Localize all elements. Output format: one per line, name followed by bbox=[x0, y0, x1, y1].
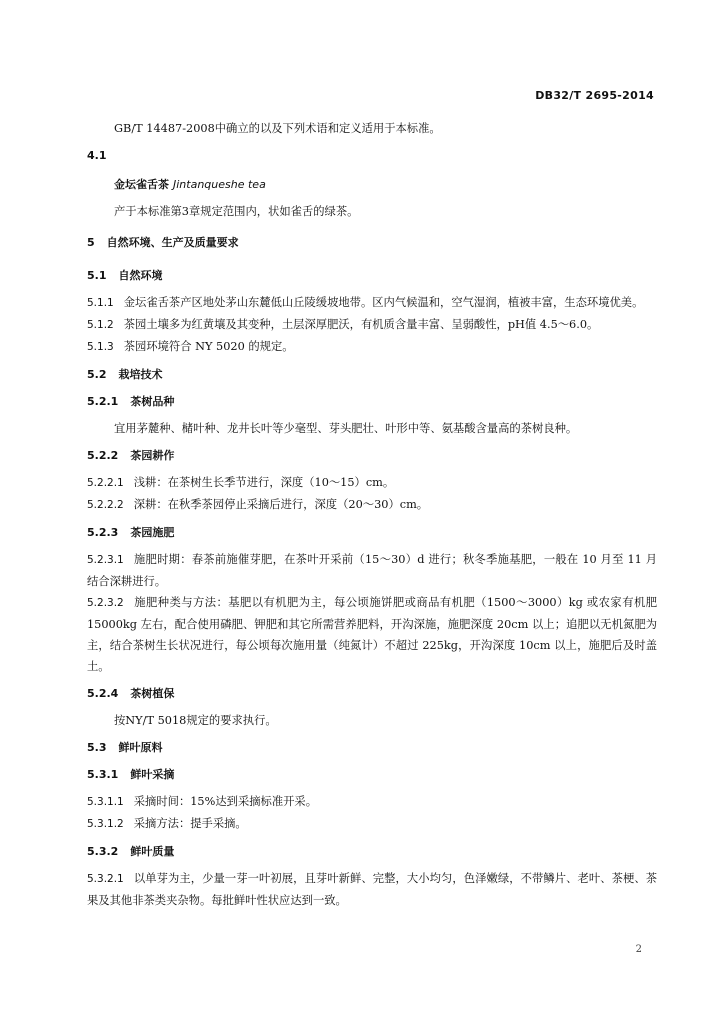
section-number: 5.2.1 bbox=[87, 395, 119, 408]
section-title: 茶树品种 bbox=[130, 395, 175, 408]
section-title: 鲜叶质量 bbox=[130, 845, 175, 858]
term-name-zh: 金坛雀舌茶 bbox=[114, 178, 169, 191]
clause-number: 5.1.3 bbox=[87, 341, 114, 353]
section-5-heading bbox=[87, 232, 657, 253]
clause-5-2-1-text: 宜用茅麓种、槠叶种、龙井长叶等少毫型、芽头肥壮、叶形中等、氨基酸含量高的茶树良种。 bbox=[114, 422, 578, 435]
section-5-2-heading bbox=[87, 364, 657, 385]
section-title: 茶园施肥 bbox=[130, 526, 175, 539]
section-number: 5.2.4 bbox=[87, 687, 119, 700]
section-5-3-heading bbox=[87, 737, 657, 758]
clause-text: 茶园土壤多为红黄壤及其变种，土层深厚肥沃，有机质含量丰富、呈弱酸性，pH值 4.5～6.0。 bbox=[123, 318, 599, 331]
section-title: 鲜叶采摘 bbox=[130, 768, 175, 781]
clause-5-2-2-1 bbox=[87, 472, 657, 494]
section-number: 5.1 bbox=[87, 269, 107, 282]
clause-5-3-1-2 bbox=[87, 813, 657, 835]
section-number: 5.3.1 bbox=[87, 768, 119, 781]
clause-number: 5.1.2 bbox=[87, 319, 114, 331]
clause-number: 5.1.1 bbox=[87, 297, 114, 309]
clause-5-3-2-1 bbox=[87, 868, 657, 911]
section-5-2-3-heading bbox=[87, 522, 657, 543]
clause-number: 5.2.2.1 bbox=[87, 477, 124, 489]
section-number: 5.2 bbox=[87, 368, 107, 381]
clause-text: 施肥种类与方法：基肥以有机肥为主，每公顷施饼肥或商品有机肥（1500～3000）kg 或农家有机肥 15000kg 左右，配合使用磷肥、钾肥和其它所需营养肥料，开沟深施，施肥深度 20cm 以上；追肥以无机氮肥为主，结合茶树生长状况进行，每公顷每次施用量（纯氮计）不超过 225kg，开沟深度 10cm 以上，施肥后及时盖土。 bbox=[87, 596, 657, 673]
section-5-2-2-heading bbox=[87, 445, 657, 466]
term-definition: 产于本标准第3章规定范围内，状如雀舌的绿茶。 bbox=[114, 205, 359, 218]
section-number: 5.3.2 bbox=[87, 845, 119, 858]
section-number: 5.2.2 bbox=[87, 449, 119, 462]
clause-5-2-3-2 bbox=[87, 592, 657, 677]
clause-text: 采摘时间：15%达到采摘标准开采。 bbox=[133, 795, 318, 808]
section-number: 5 bbox=[87, 236, 95, 249]
section-title: 自然环境 bbox=[118, 269, 163, 282]
section-title: 茶园耕作 bbox=[130, 449, 175, 462]
section-5-1-heading bbox=[87, 265, 657, 286]
clause-text: 浅耕：在茶树生长季节进行，深度（10～15）cm。 bbox=[133, 476, 395, 489]
clause-number: 5.3.1.2 bbox=[87, 818, 124, 830]
document-code: DB32/T 2695-2014 bbox=[535, 89, 654, 102]
clause-5-2-4-text: 按NY/T 5018规定的要求执行。 bbox=[114, 714, 277, 727]
section-number: 5.2.3 bbox=[87, 526, 119, 539]
clause-text: 深耕：在秋季茶园停止采摘后进行，深度（20～30）cm。 bbox=[133, 498, 429, 511]
clause-5-1-1 bbox=[87, 292, 657, 314]
clause-text: 茶园环境符合 NY 5020 的规定。 bbox=[123, 340, 294, 353]
section-title: 鲜叶原料 bbox=[118, 741, 163, 754]
clause-text: 以单芽为主，少量一芽一叶初展，且芽叶新鲜、完整，大小均匀，色泽嫩绿，不带鳞片、老叶、茶梗、茶果及其他非茶类夹杂物。每批鲜叶性状应达到一致。 bbox=[87, 872, 657, 907]
clause-text: 采摘方法：提手采摘。 bbox=[133, 817, 247, 830]
section-title: 栽培技术 bbox=[118, 368, 163, 381]
clause-number: 5.2.3.2 bbox=[87, 597, 124, 609]
clause-5-1-2 bbox=[87, 314, 657, 336]
clause-5-1-3 bbox=[87, 336, 657, 358]
section-5-2-4-heading bbox=[87, 683, 657, 704]
clause-5-2-2-2 bbox=[87, 494, 657, 516]
clause-5-2-3-1 bbox=[87, 549, 657, 592]
section-title: 茶树植保 bbox=[130, 687, 175, 700]
section-number: 5.3 bbox=[87, 741, 107, 754]
clause-5-3-1-1 bbox=[87, 791, 657, 813]
clause-text: 施肥时期：春茶前施催芽肥，在茶叶开采前（15～30）d 进行；秋冬季施基肥，一般在 10 月至 11 月结合深耕进行。 bbox=[87, 553, 657, 588]
clause-number: 5.2.3.1 bbox=[87, 554, 124, 566]
section-5-3-2-heading bbox=[87, 841, 657, 862]
section-5-3-1-heading bbox=[87, 764, 657, 785]
term-title bbox=[87, 174, 657, 195]
page-number: 2 bbox=[635, 944, 642, 955]
clause-text: 金坛雀舌茶产区地处茅山东麓低山丘陵缓坡地带。区内气候温和，空气湿润，植被丰富，生态环境优美。 bbox=[123, 296, 644, 309]
clause-number: 5.3.2.1 bbox=[87, 873, 124, 885]
document-body bbox=[87, 118, 657, 911]
section-title: 自然环境、生产及质量要求 bbox=[106, 236, 239, 249]
clause-number: 5.2.2.2 bbox=[87, 499, 124, 511]
clause-number: 5.3.1.1 bbox=[87, 796, 124, 808]
term-name-en: Jintanqueshe tea bbox=[173, 178, 266, 191]
intro-paragraph: GB/T 14487-2008中确立的以及下列术语和定义适用于本标准。 bbox=[114, 122, 441, 135]
section-5-2-1-heading bbox=[87, 391, 657, 412]
term-number: 4.1 bbox=[87, 149, 107, 162]
